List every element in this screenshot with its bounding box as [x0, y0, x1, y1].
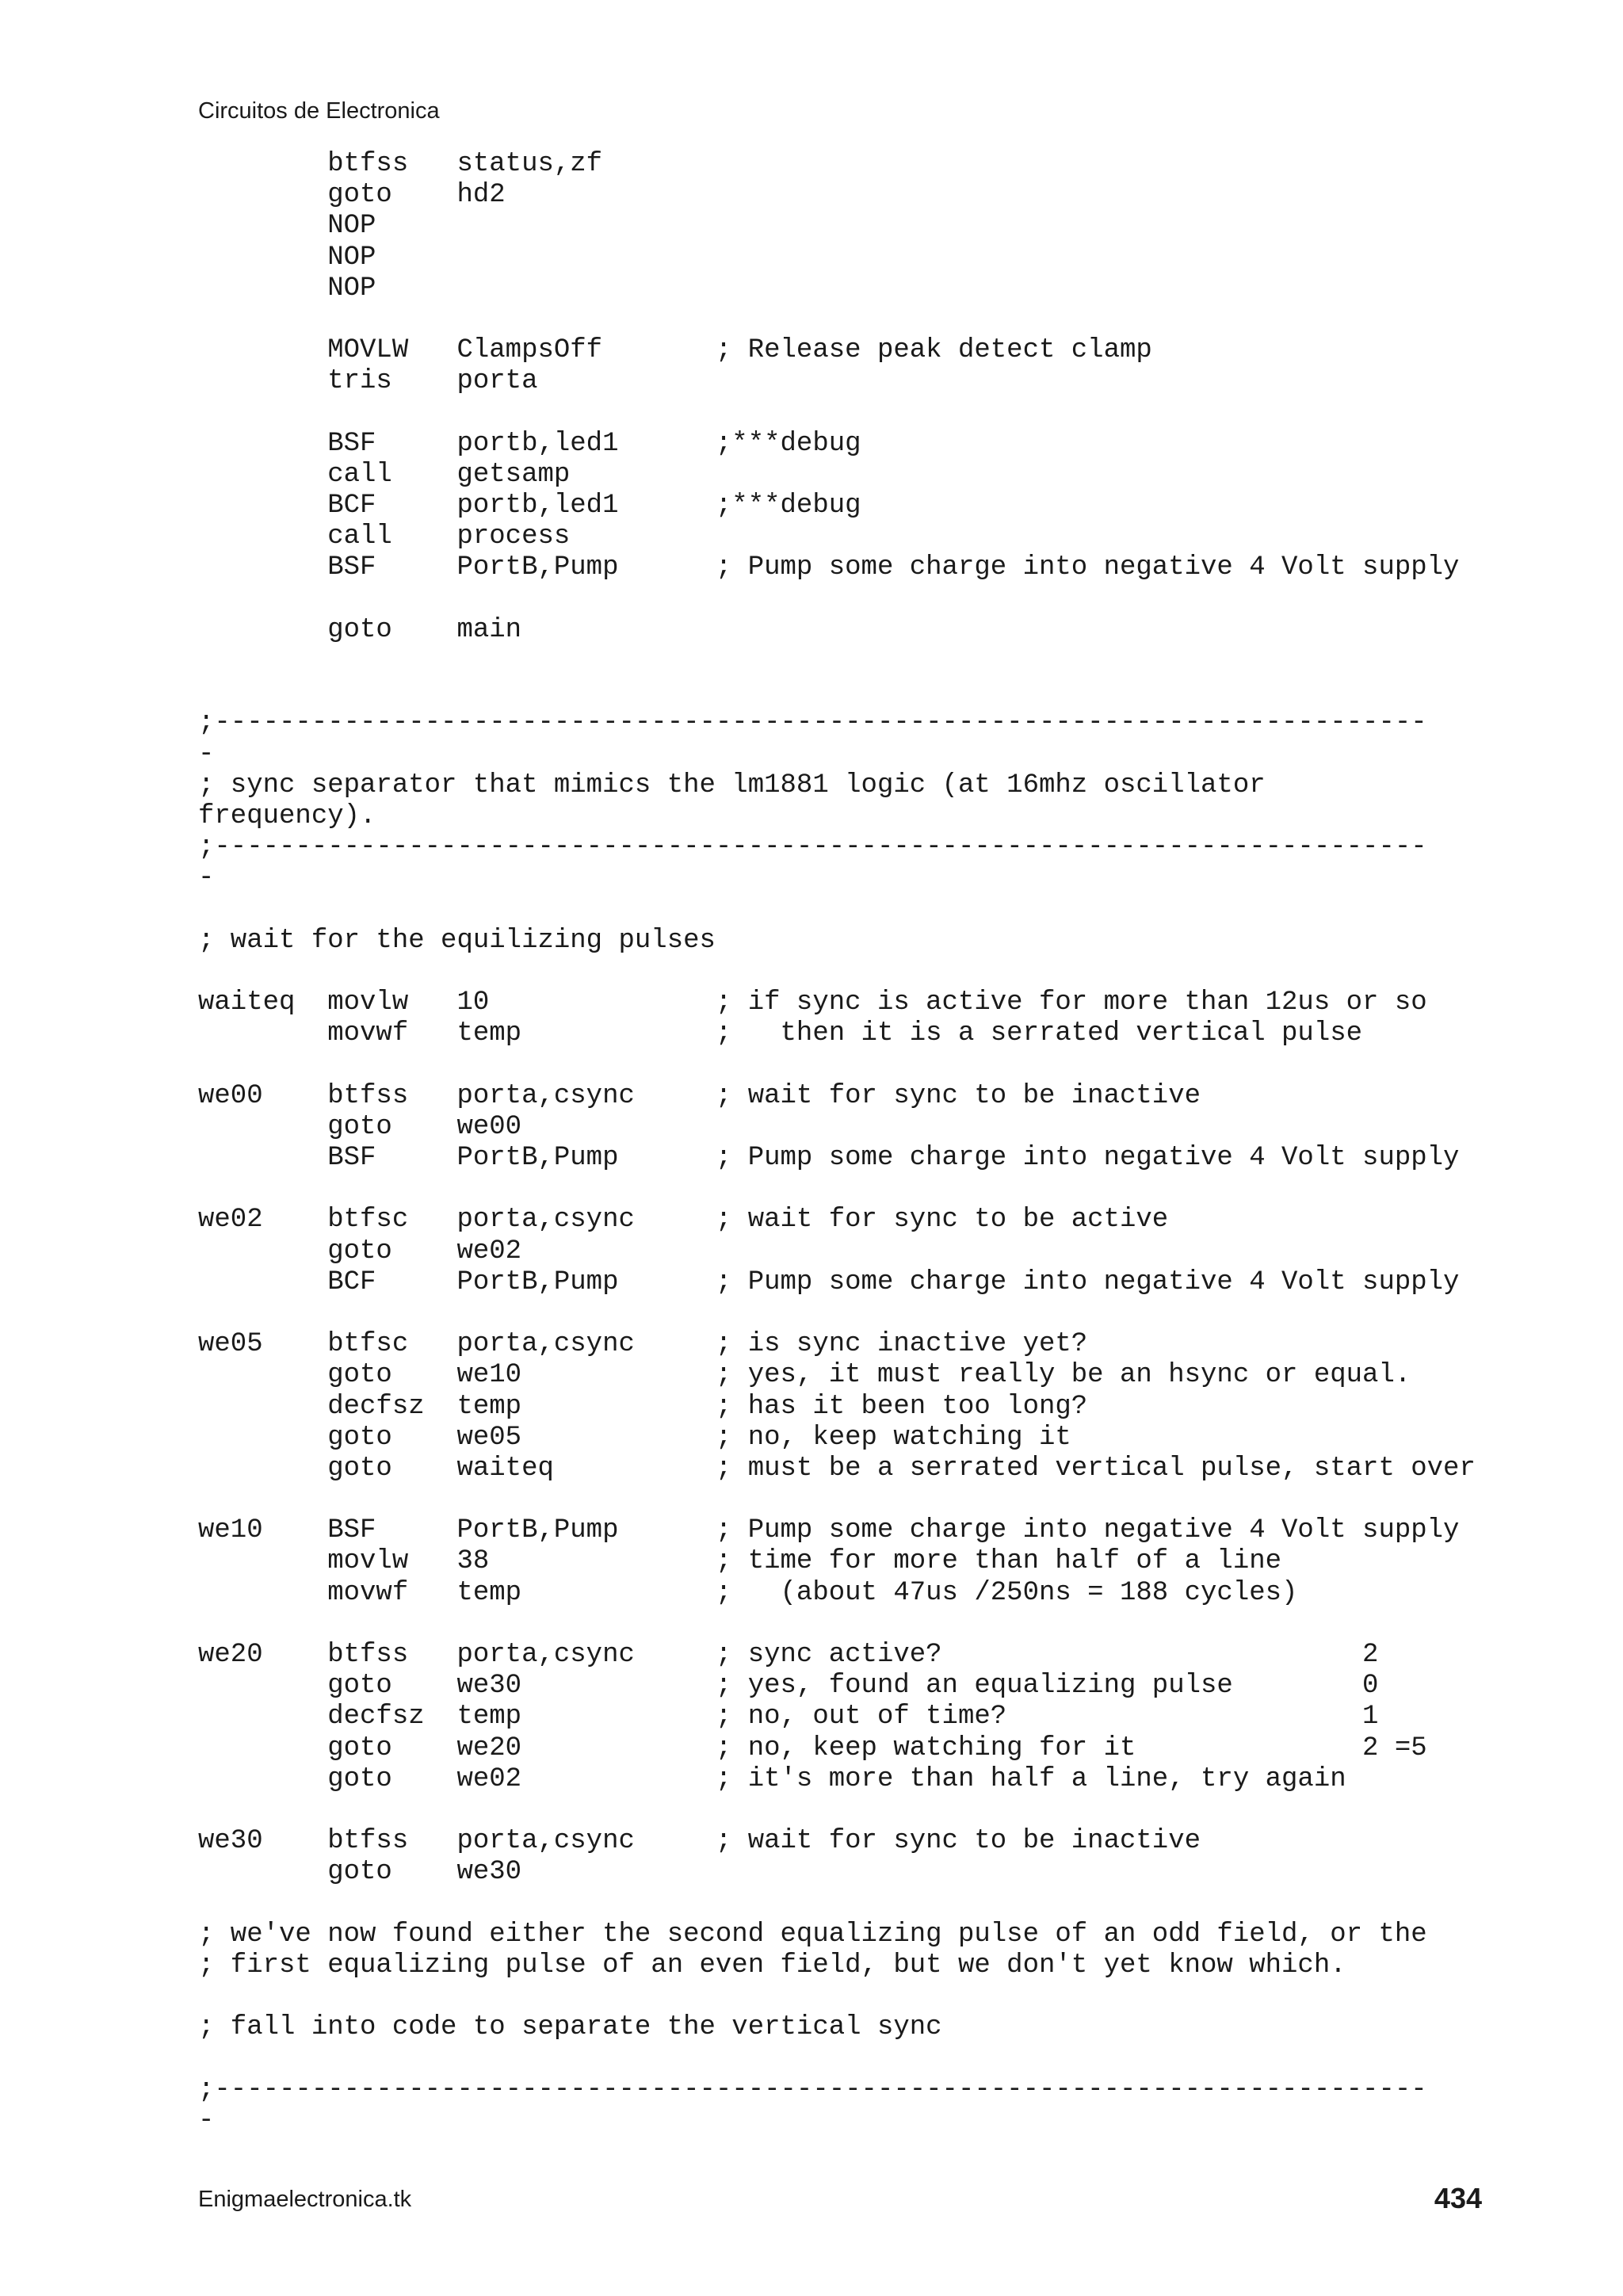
code-line: goto main	[198, 614, 522, 645]
code-line	[198, 957, 1476, 988]
code-line: BSF PortB,Pump ; Pump some charge into negative 4 Volt supply	[198, 552, 1460, 583]
code-line: decfsz temp ; has it been too long?	[198, 1391, 1088, 1422]
page-number: 434	[1434, 2182, 1482, 2214]
code-line: ;---------------------------------------------------------------------------	[198, 708, 1427, 739]
code-line	[198, 1609, 1476, 1640]
code-line: -	[198, 863, 215, 894]
code-line: MOVLW ClampsOff ; Release peak detect clamp	[198, 335, 1152, 366]
code-line	[198, 1049, 1476, 1080]
code-line: goto we05 ; no, keep watching it	[198, 1422, 1071, 1453]
code-line: btfss status,zf	[198, 149, 603, 179]
code-line	[198, 398, 1476, 429]
code-line: ;---------------------------------------------------------------------------	[198, 832, 1427, 863]
code-line: ; first equalizing pulse of an even field, but we don't yet know which.	[198, 1950, 1346, 1981]
code-line: call process	[198, 521, 571, 552]
code-line: goto we00	[198, 1111, 522, 1142]
code-line: goto we20 ; no, keep watching for it 2 =5	[198, 1733, 1427, 1763]
code-line: ; fall into code to separate the vertical sync	[198, 2012, 942, 2043]
code-line: ; we've now found either the second equalizing pulse of an odd field, or the	[198, 1919, 1427, 1950]
code-line: goto we02	[198, 1236, 522, 1266]
code-line	[198, 584, 1476, 615]
code-line: NOP	[198, 242, 376, 273]
running-header: Circuitos de Electronica	[198, 98, 440, 124]
code-line: call getsamp	[198, 459, 571, 490]
code-line	[198, 1889, 1476, 1920]
code-line: waiteq movlw 10 ; if sync is active for more than 12us or so	[198, 988, 1427, 1018]
code-line: goto waiteq ; must be a serrated vertical pulse, start over	[198, 1453, 1476, 1484]
footer-site-name: Enigmaelectronica.tk	[198, 2187, 412, 2212]
code-line: ;---------------------------------------------------------------------------	[198, 2074, 1427, 2105]
assembly-code-listing	[198, 149, 1476, 2137]
code-line	[198, 1298, 1476, 1329]
code-line: goto hd2	[198, 180, 506, 211]
code-line: goto we02 ; it's more than half a line, try again	[198, 1763, 1346, 1794]
code-line	[198, 1795, 1476, 1826]
code-line: BCF PortB,Pump ; Pump some charge into negative 4 Volt supply	[198, 1266, 1460, 1297]
code-line: we05 btfsc porta,csync ; is sync inactive yet?	[198, 1329, 1088, 1360]
code-line: tris porta	[198, 366, 538, 397]
code-line: -	[198, 739, 215, 770]
code-line: BSF portb,led1 ;***debug	[198, 428, 861, 459]
code-line	[198, 677, 1476, 708]
code-line: frequency).	[198, 800, 376, 831]
code-line	[198, 2043, 1476, 2074]
code-line: we02 btfsc porta,csync ; wait for sync to be active	[198, 1205, 1169, 1236]
code-line: we20 btfss porta,csync ; sync active? 2	[198, 1640, 1379, 1670]
code-line: goto we30	[198, 1857, 522, 1888]
code-line: BSF PortB,Pump ; Pump some charge into negative 4 Volt supply	[198, 1143, 1460, 1173]
code-line: BCF portb,led1 ;***debug	[198, 491, 861, 521]
code-line	[198, 1174, 1476, 1205]
code-line	[198, 1484, 1476, 1515]
code-line	[198, 1981, 1476, 2012]
code-line	[198, 895, 1476, 926]
code-line	[198, 304, 1476, 335]
code-line: movwf temp ; (about 47us /250ns = 188 cycles)	[198, 1577, 1298, 1608]
code-line: we10 BSF PortB,Pump ; Pump some charge into negative 4 Volt supply	[198, 1515, 1460, 1546]
code-line: goto we30 ; yes, found an equalizing pulse 0	[198, 1671, 1379, 1702]
code-line: we30 btfss porta,csync ; wait for sync to be inactive	[198, 1826, 1201, 1857]
code-line: NOP	[198, 211, 376, 242]
code-line: movwf temp ; then it is a serrated vertical pulse	[198, 1018, 1363, 1049]
code-line: -	[198, 2105, 215, 2136]
code-line: ; wait for the equilizing pulses	[198, 925, 716, 956]
code-line: NOP	[198, 273, 376, 304]
code-line: we00 btfss porta,csync ; wait for sync to be inactive	[198, 1080, 1201, 1111]
code-line: movlw 38 ; time for more than half of a line	[198, 1546, 1282, 1577]
code-line: ; sync separator that mimics the lm1881 logic (at 16mhz oscillator	[198, 770, 1266, 800]
code-line	[198, 646, 1476, 677]
code-line: goto we10 ; yes, it must really be an hsync or equal.	[198, 1360, 1411, 1391]
code-line: decfsz temp ; no, out of time? 1	[198, 1702, 1379, 1733]
